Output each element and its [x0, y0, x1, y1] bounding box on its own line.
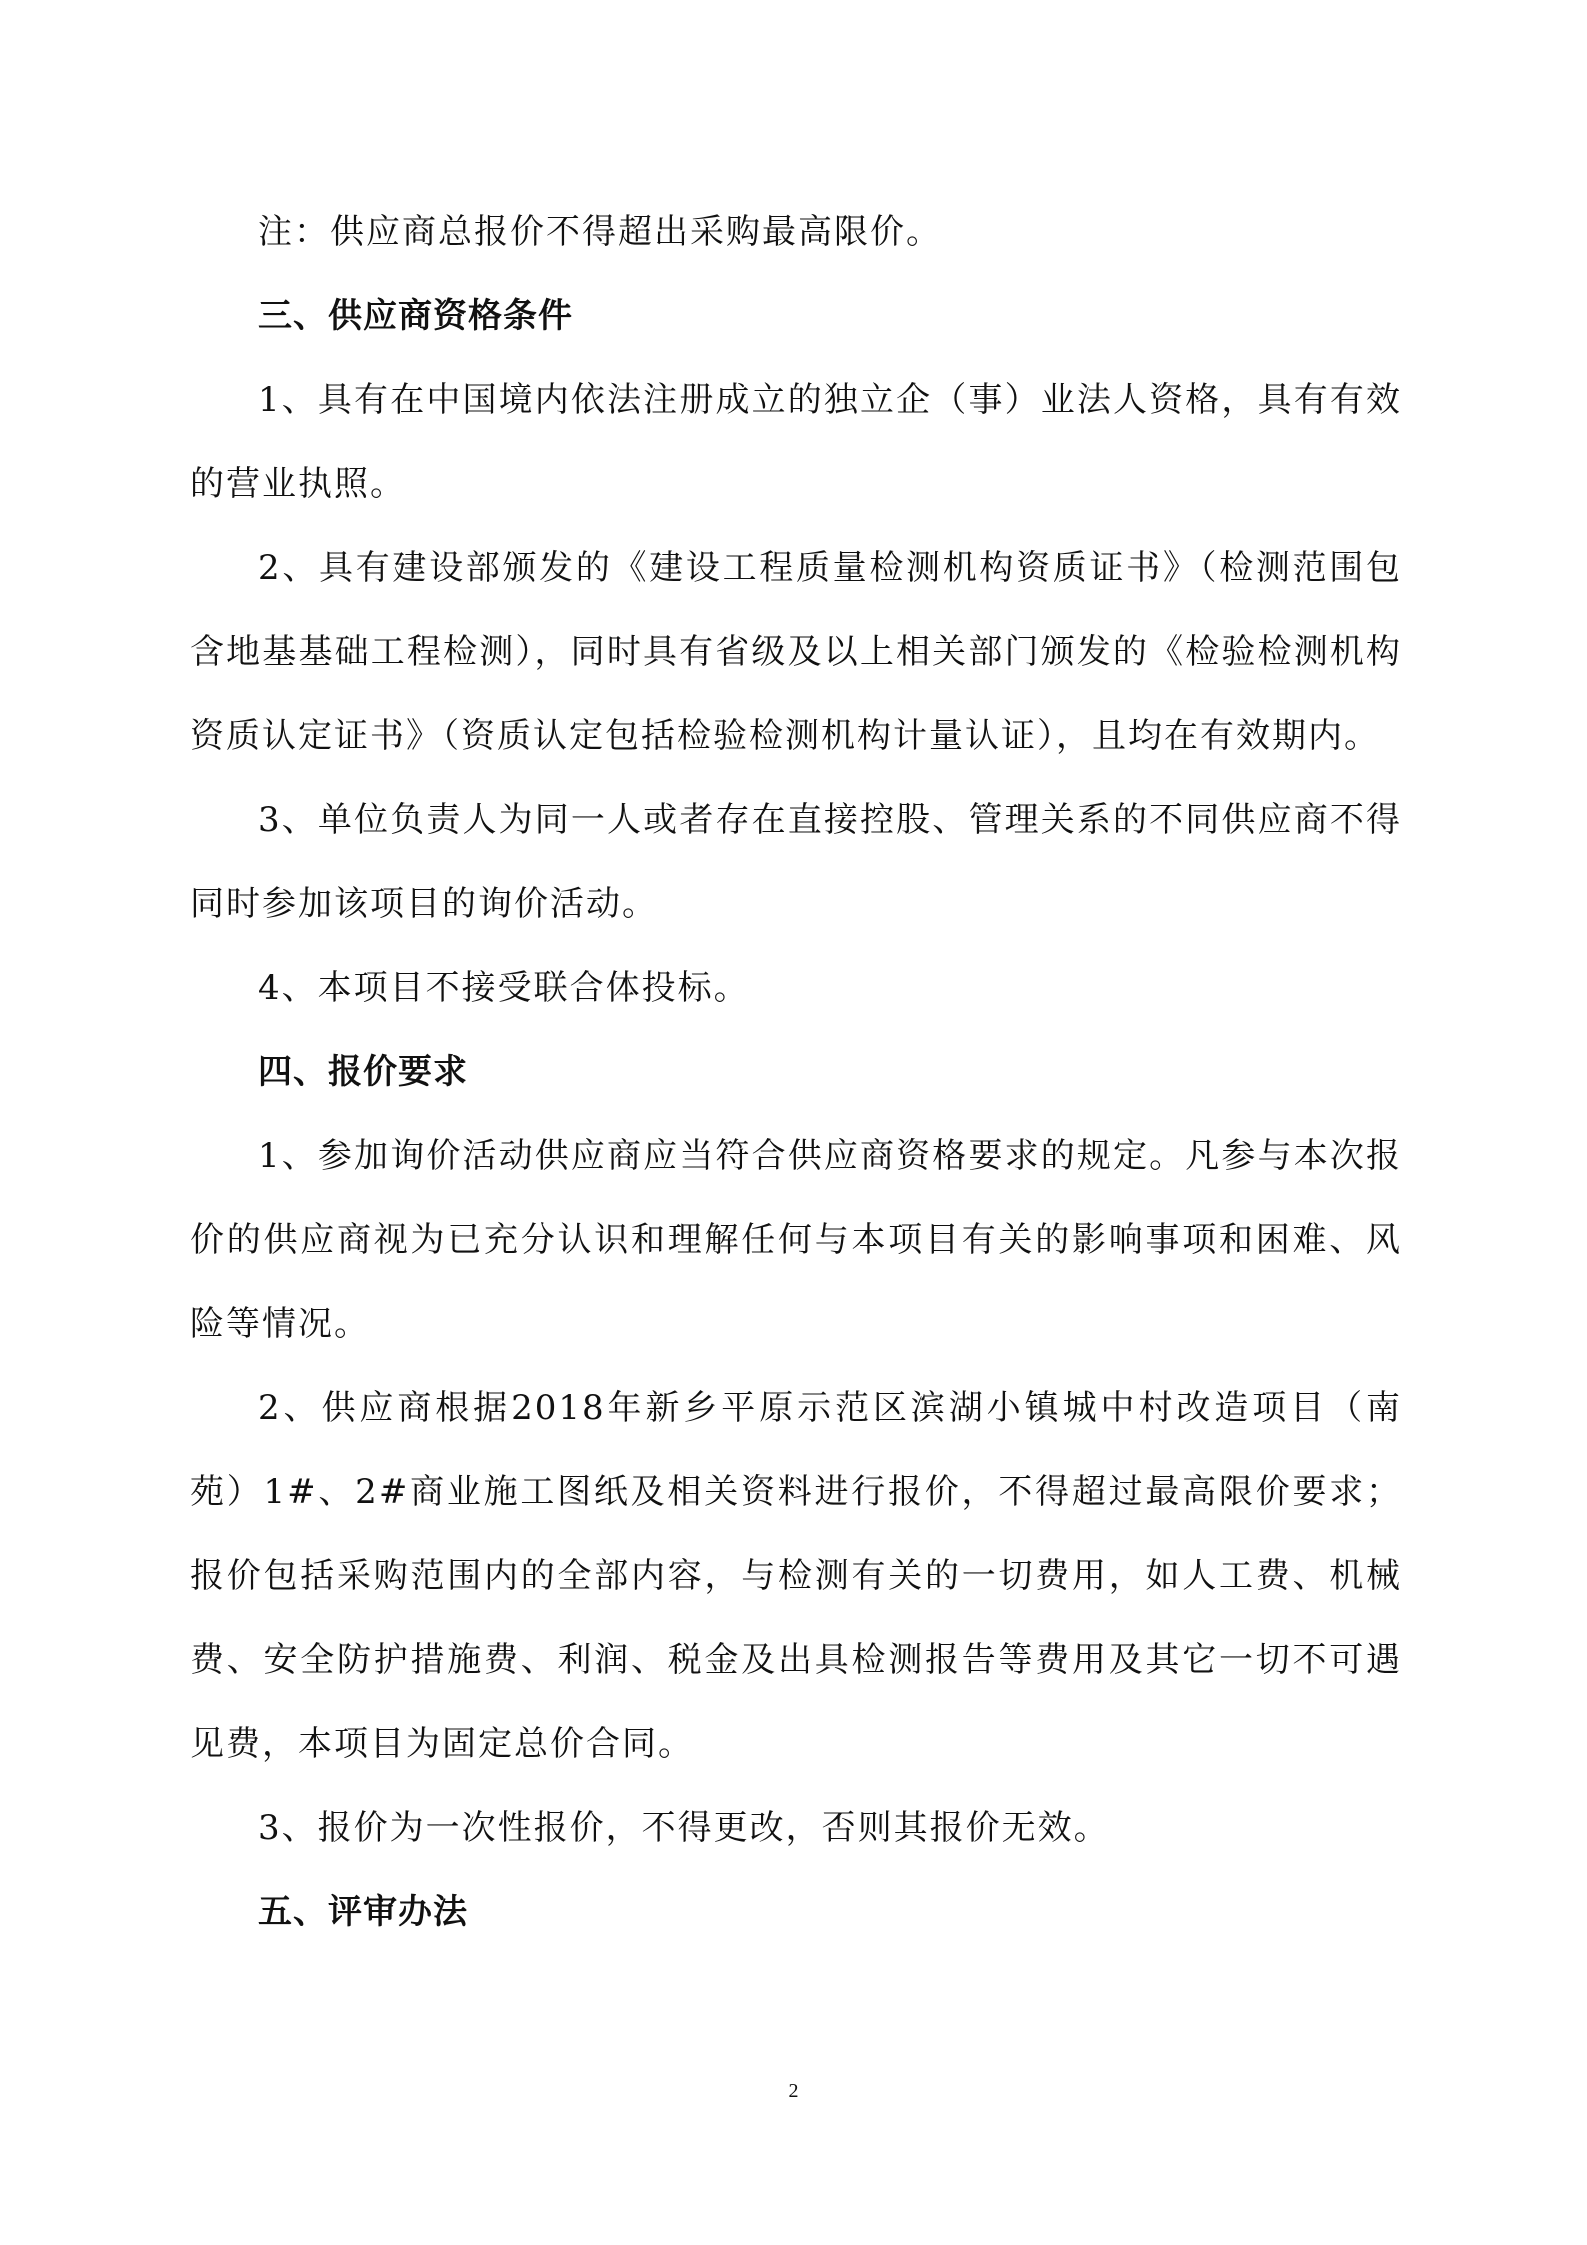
page-number: 2 [788, 2080, 799, 2102]
document-body [190, 190, 1402, 1954]
section-heading-quotation: 四、报价要求 [258, 1052, 468, 1092]
qualification-item-2: 2、具有建设部颁发的《建设工程质量检测机构资质证书》（检测范围包含地基基础工程检测），同时具有省级及以上相关部门颁发的《检验检测机构资质认定证书》（资质认定包括检验检测机构计量认证），且均在有效期内。 [190, 548, 1402, 756]
quotation-item-2: 2、供应商根据2018年新乡平原示范区滨湖小镇城中村改造项目（南苑）1#、2#商业施工图纸及相关资料进行报价，不得超过最高限价要求；报价包括采购范围内的全部内容，与检测有关的一切费用，如人工费、机械费、安全防护措施费、利润、税金及出具检测报告等费用及其它一切不可遇见费，本项目为固定总价合同。 [190, 1388, 1402, 1764]
qualification-item-3: 3、单位负责人为同一人或者存在直接控股、管理关系的不同供应商不得同时参加该项目的询价活动。 [190, 800, 1402, 924]
quotation-item-1: 1、参加询价活动供应商应当符合供应商资格要求的规定。凡参与本次报价的供应商视为已充分认识和理解任何与本项目有关的影响事项和困难、风险等情况。 [190, 1136, 1402, 1344]
qualification-item-1: 1、具有在中国境内依法注册成立的独立企（事）业法人资格，具有有效的营业执照。 [190, 380, 1402, 504]
qualification-item-4: 4、本项目不接受联合体投标。 [258, 968, 750, 1008]
quotation-item-3: 3、报价为一次性报价，不得更改，否则其报价无效。 [258, 1808, 1110, 1848]
section-heading-evaluation: 五、评审办法 [258, 1892, 468, 1932]
note-paragraph: 注：供应商总报价不得超出采购最高限价。 [258, 212, 942, 252]
section-heading-qualifications: 三、供应商资格条件 [258, 296, 573, 336]
